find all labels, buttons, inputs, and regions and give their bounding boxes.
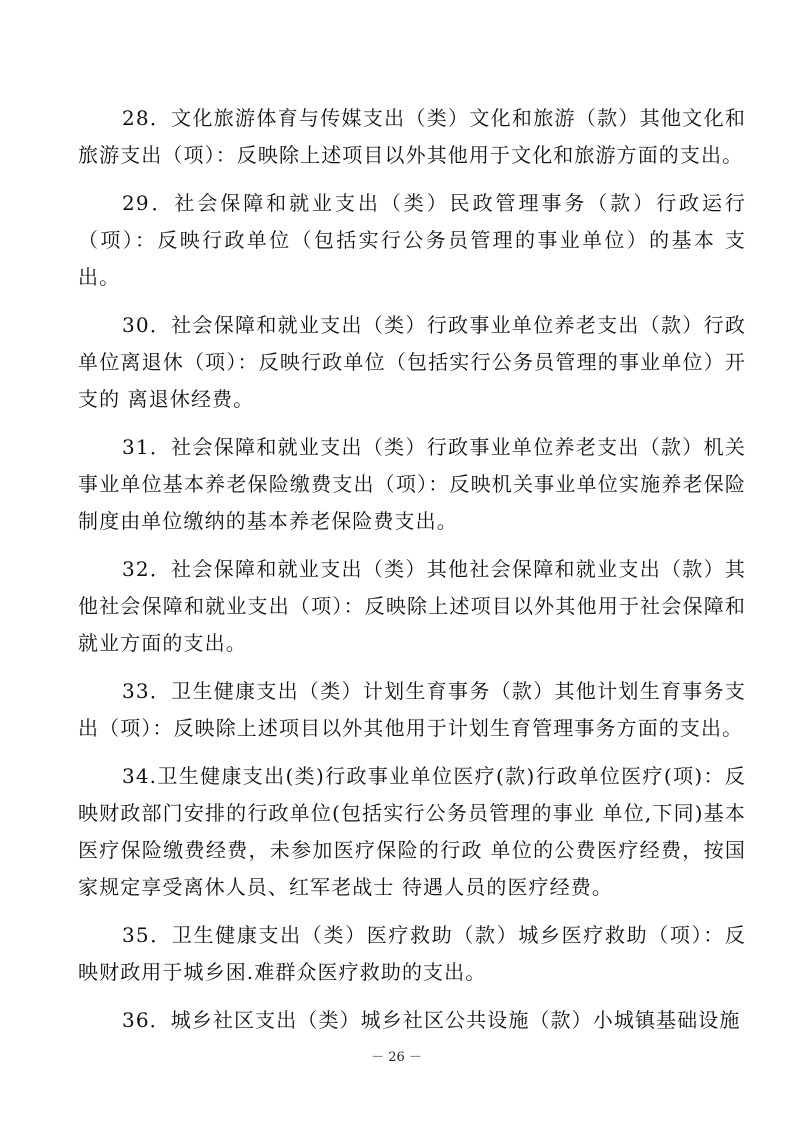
paragraph-29: 29．社会保障和就业支出（类）民政管理事务（款）行政运行（项）：反映行政单位（包括实行公务员管理的事业单位）的基本 支出。 bbox=[78, 191, 746, 289]
paragraph-31: 31．社会保障和就业支出（类）行政事业单位养老支出（款）机关事业单位基本养老保险缴费支出（项）：反映机关事业单位实施养老保险制度由单位缴纳的基本养老保险费支出。 bbox=[78, 435, 746, 533]
paragraph-34: 34.卫生健康支出(类)行政事业单位医疗(款)行政单位医疗(项)：反映财政部门安排的行政单位(包括实行公务员管理的事业 单位,下同)基本医疗保险缴费经费，未参加医疗保险的行政 单位的公费医疗经费，按国家规定享受离休人员、红军老战士 待遇人员的医疗经费。 bbox=[78, 764, 746, 899]
page-number: － 26 － bbox=[371, 1050, 422, 1065]
paragraph-33: 33．卫生健康支出（类）计划生育事务（款）其他计划生育事务支出（项）：反映除上述项目以外其他用于计划生育管理事务方面的支出。 bbox=[78, 679, 746, 740]
paragraph-35: 35．卫生健康支出（类）医疗救助（款）城乡医疗救助（项）：反映财政用于城乡困.难群众医疗救助的支出。 bbox=[78, 923, 746, 984]
document-body bbox=[78, 100, 746, 1050]
paragraph-32: 32．社会保障和就业支出（类）其他社会保障和就业支出（款）其他社会保障和就业支出（项）：反映除上述项目以外其他用于社会保障和就业方面的支出。 bbox=[78, 557, 746, 655]
paragraph-28: 28．文化旅游体育与传媒支出（类）文化和旅游（款）其他文化和旅游支出（项）：反映除上述项目以外其他用于文化和旅游方面的支出。 bbox=[78, 106, 746, 167]
paragraph-36: 36．城乡社区支出（类）城乡社区公共设施（款）小城镇基础设施 bbox=[122, 1008, 741, 1032]
paragraph-30: 30．社会保障和就业支出（类）行政事业单位养老支出（款）行政单位离退休（项）：反映行政单位（包括实行公务员管理的事业单位）开支的 离退休经费。 bbox=[78, 313, 746, 411]
